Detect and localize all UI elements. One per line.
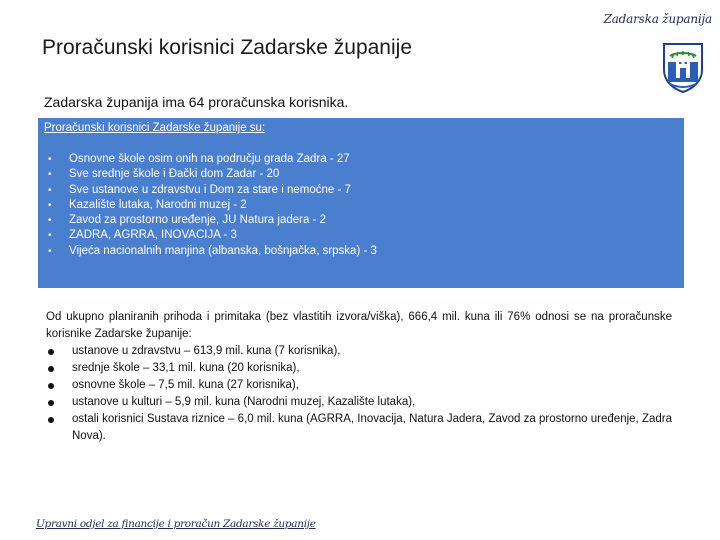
list-item: [44, 244, 678, 259]
list-item-text: Sve ustanove u zdravstvu i Dom za stare i nemoćne - 7: [69, 183, 351, 196]
summary-item: [46, 394, 672, 411]
summary-item-text: ustanove u zdravstvu – 613,9 mil. kuna (7 korisnika),: [72, 345, 341, 357]
summary-text: Od ukupno planiranih prihoda i primitaka (bez vlastitih izvora/viška), 666,4 mil. kuna ili 76% odnosi se na proračunske korisnike Zadarske županije:: [46, 311, 672, 340]
beneficiaries-box: [38, 118, 684, 288]
list-item-text: Osnovne škole osim onih na području grada Zadra - 27: [69, 153, 350, 165]
beneficiaries-list: [44, 152, 678, 259]
summary-list: [46, 343, 672, 445]
list-item: [44, 152, 678, 167]
bullet-icon: •: [48, 184, 52, 196]
summary-item: [46, 377, 672, 394]
bullet-icon: [48, 366, 54, 372]
summary-item: [46, 411, 672, 445]
list-item-text: ZADRA, AGRRA, INOVACIJA - 3: [69, 229, 237, 242]
list-item: [44, 167, 678, 182]
summary-item: [46, 360, 672, 377]
list-item-text: Sve srednje škole i Đački dom Zadar - 20: [69, 168, 280, 181]
bullet-icon: [48, 349, 54, 355]
department-link[interactable]: Upravni odjel za financije i proračun Zadarske županije: [36, 518, 316, 530]
bullet-icon: •: [48, 215, 52, 227]
bullet-icon: •: [48, 169, 52, 181]
bullet-icon: •: [48, 154, 52, 165]
summary-item: [46, 343, 672, 360]
intro-text: Zadarska županija ima 64 proračunska korisnika.: [44, 94, 349, 110]
list-item: [44, 198, 678, 213]
list-item: [44, 228, 678, 243]
bullet-icon: •: [48, 230, 52, 242]
coat-of-arms-icon: [662, 42, 704, 94]
list-item-text: Kazalište lutaka, Narodni muzej - 2: [69, 198, 247, 211]
bullet-icon: •: [48, 245, 52, 257]
summary-item-text: ustanove u kulturi – 5,9 mil. kuna (Narodni muzej, Kazalište lutaka),: [72, 396, 416, 408]
bullet-icon: •: [48, 199, 52, 211]
page-title: Proračunski korisnici Zadarske županije: [42, 36, 412, 59]
list-item: [44, 213, 678, 228]
brand-name: Zadarska županija: [603, 12, 712, 26]
bullet-icon: [48, 400, 54, 406]
list-item-text: Zavod za prostorno uređenje, JU Natura jadera - 2: [69, 214, 326, 227]
list-item-text: Vijeća nacionalnih manjina (albanska, bošnjačka, srpska) - 3: [69, 244, 377, 257]
summary-item-text: osnovne škole – 7,5 mil. kuna (27 korisnika),: [72, 379, 299, 391]
bullet-icon: [48, 417, 54, 423]
bullet-icon: [48, 383, 54, 389]
summary-item-text: srednje škole – 33,1 mil. kuna (20 korisnika),: [72, 362, 300, 374]
summary-item-text: ostali korisnici Sustava riznice – 6,0 mil. kuna (AGRRA, Inovacija, Natura Jadera, Zavod za prostorno uređenje, Zadra Nova).: [72, 413, 672, 442]
box-heading: Proračunski korisnici Zadarske županije su:: [44, 122, 266, 134]
list-item: [44, 183, 678, 198]
